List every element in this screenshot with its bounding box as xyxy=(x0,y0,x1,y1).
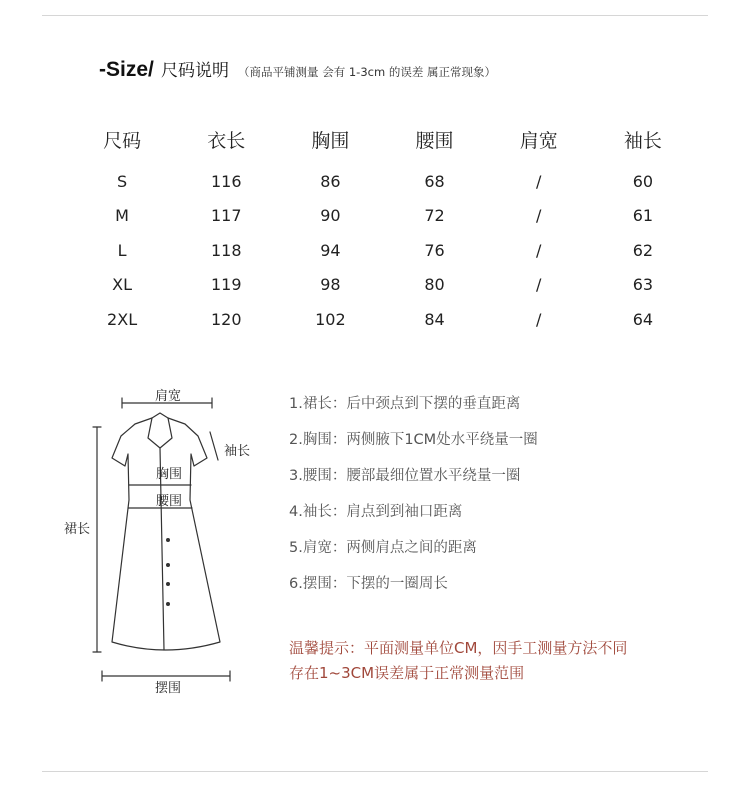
header-sleeve: 袖长 xyxy=(623,129,662,152)
note-line: 5.肩宽：两侧肩点之间的距离 xyxy=(289,540,477,556)
table-row xyxy=(70,233,695,268)
warm-tip xyxy=(289,636,689,686)
label-length: 裙长 xyxy=(64,522,91,537)
header-chest: 胸围 xyxy=(311,129,350,152)
table-cell: 80 xyxy=(424,275,445,295)
table-cell: / xyxy=(536,309,542,329)
table-cell: 102 xyxy=(315,309,346,329)
note-line: 1.裙长：后中颈点到下摆的垂直距离 xyxy=(289,396,521,412)
table-cell: 62 xyxy=(632,240,654,260)
table-cell: 63 xyxy=(632,275,654,295)
table-cell: 84 xyxy=(424,309,445,329)
table-cell: 64 xyxy=(632,309,654,329)
header-length: 衣长 xyxy=(207,129,246,152)
note-line: 4.袖长：肩点到到袖口距离 xyxy=(289,504,463,520)
tip-line-1: 温馨提示：平面测量单位CM，因手工测量方法不同 xyxy=(289,639,628,657)
table-cell: 76 xyxy=(424,240,445,260)
table-row xyxy=(70,199,695,234)
header-size: 尺码 xyxy=(103,129,142,152)
table-cell: 98 xyxy=(320,275,341,295)
label-waist: 腰围 xyxy=(156,494,183,509)
table-cell: 90 xyxy=(320,206,341,226)
tip-line-2: 存在1~3CM误差属于正常测量范围 xyxy=(289,664,525,682)
note-line: 3.腰围：腰部最细位置水平绕量一圈 xyxy=(289,468,521,484)
table-cell: 86 xyxy=(320,171,341,191)
note-line: 6.摆围：下摆的一圈周长 xyxy=(289,576,448,592)
table-cell: / xyxy=(536,171,542,191)
table-cell: 120 xyxy=(210,309,242,329)
label-chest: 胸围 xyxy=(156,467,183,482)
dress-diagram xyxy=(60,380,270,700)
table-cell: 68 xyxy=(424,171,445,191)
table-cell: 116 xyxy=(210,171,242,191)
size-table xyxy=(70,122,695,337)
table-cell: 61 xyxy=(632,206,654,226)
measurement-notes xyxy=(289,392,538,608)
title-note: （商品平铺测量 会有 1-3cm 的误差 属正常现象） xyxy=(238,65,496,79)
table-cell: 117 xyxy=(210,206,242,226)
title-en: -Size/ xyxy=(99,58,154,81)
table-cell: / xyxy=(536,206,542,226)
table-cell: 72 xyxy=(424,206,445,226)
table-cell: XL xyxy=(112,275,133,295)
page-title xyxy=(99,56,496,82)
table-row xyxy=(70,156,695,199)
header-waist: 腰围 xyxy=(415,129,454,152)
table-cell: L xyxy=(117,240,127,260)
table-row xyxy=(70,302,695,337)
header-shoulder: 肩宽 xyxy=(519,129,558,152)
table-row xyxy=(70,268,695,303)
label-shoulder: 肩宽 xyxy=(155,389,182,404)
title-cn: 尺码说明 xyxy=(160,61,229,81)
table-cell: 2XL xyxy=(107,309,138,329)
top-divider xyxy=(42,15,708,16)
table-cell: / xyxy=(536,240,542,260)
table-cell: / xyxy=(536,275,542,295)
table-header-row xyxy=(70,122,695,156)
table-cell: M xyxy=(115,206,129,226)
dress-illustration xyxy=(60,380,270,700)
table-cell: 60 xyxy=(632,171,654,191)
table-cell: 118 xyxy=(210,240,242,260)
label-sleeve: 袖长 xyxy=(224,444,251,459)
label-hem: 摆围 xyxy=(155,681,182,696)
table-cell: 119 xyxy=(210,275,242,295)
table-cell: S xyxy=(117,171,128,191)
note-line: 2.胸围：两侧腋下1CM处水平绕量一圈 xyxy=(289,432,538,448)
bottom-divider xyxy=(42,771,708,772)
table-cell: 94 xyxy=(320,240,341,260)
